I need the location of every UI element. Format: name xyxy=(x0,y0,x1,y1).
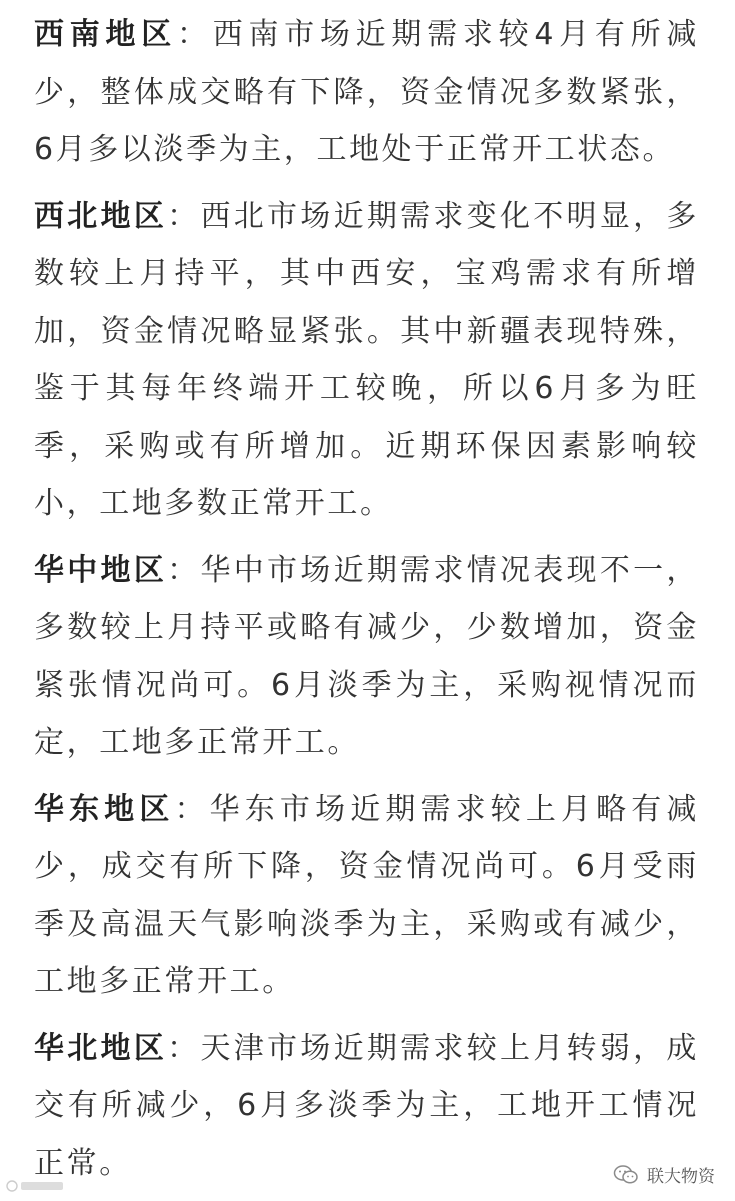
brand-name: 联大物资 xyxy=(647,1167,715,1187)
heading-separator: ： xyxy=(167,198,201,234)
paragraph-text: 华东市场近期需求较上月略有减少，成交有所下降，资金情况尚可。6月受雨季及高温天气影响淡季为主，采购或有减少，工地多正常开工。 xyxy=(34,791,699,999)
region-heading: 华东地区 xyxy=(34,791,175,827)
wechat-official-account-icon xyxy=(613,1164,639,1186)
heading-separator: ： xyxy=(176,17,213,52)
paragraph-text: 天津市场近期需求较上月转弱，成交有所减少，6月多淡季为主，工地开工情况正常。 xyxy=(34,1030,700,1181)
region-heading: 西北地区 xyxy=(34,198,168,234)
paragraph-text: 华中市场近期需求情况表现不一，多数较上月持平或略有减少，少数增加，资金紧张情况尚可。6月淡季为主，采购视情况而定，工地多正常开工。 xyxy=(34,552,700,760)
heading-separator: ： xyxy=(167,1030,201,1066)
paragraph-southwest xyxy=(34,6,699,179)
watermark-logo-icon xyxy=(6,1179,66,1193)
paragraph-northwest xyxy=(34,188,699,533)
heading-separator: ： xyxy=(174,791,210,827)
footer-watermark-bar xyxy=(0,1161,735,1201)
heading-separator: ： xyxy=(167,552,201,588)
paragraph-east xyxy=(34,781,699,1011)
brand-signature xyxy=(613,1162,715,1187)
paragraph-text: 西南市场近期需求较4月有所减少，整体成交略有下降，资金情况多数紧张，6月多以淡季为主，工地处于正常开工状态。 xyxy=(34,17,699,167)
region-heading: 西南地区 xyxy=(34,17,177,52)
left-watermark xyxy=(6,1179,66,1193)
paragraph-central xyxy=(34,542,699,772)
region-heading: 华中地区 xyxy=(34,552,168,588)
region-heading: 华北地区 xyxy=(34,1030,168,1066)
article-body xyxy=(34,6,699,1201)
paragraph-text: 西北市场近期需求变化不明显，多数较上月持平，其中西安，宝鸡需求有所增加，资金情况略显紧张。其中新疆表现特殊，鉴于其每年终端开工较晚，所以6月多为旺季，采购或有所增加。近期环保因素影响较小，工地多数正常开工。 xyxy=(34,198,700,521)
